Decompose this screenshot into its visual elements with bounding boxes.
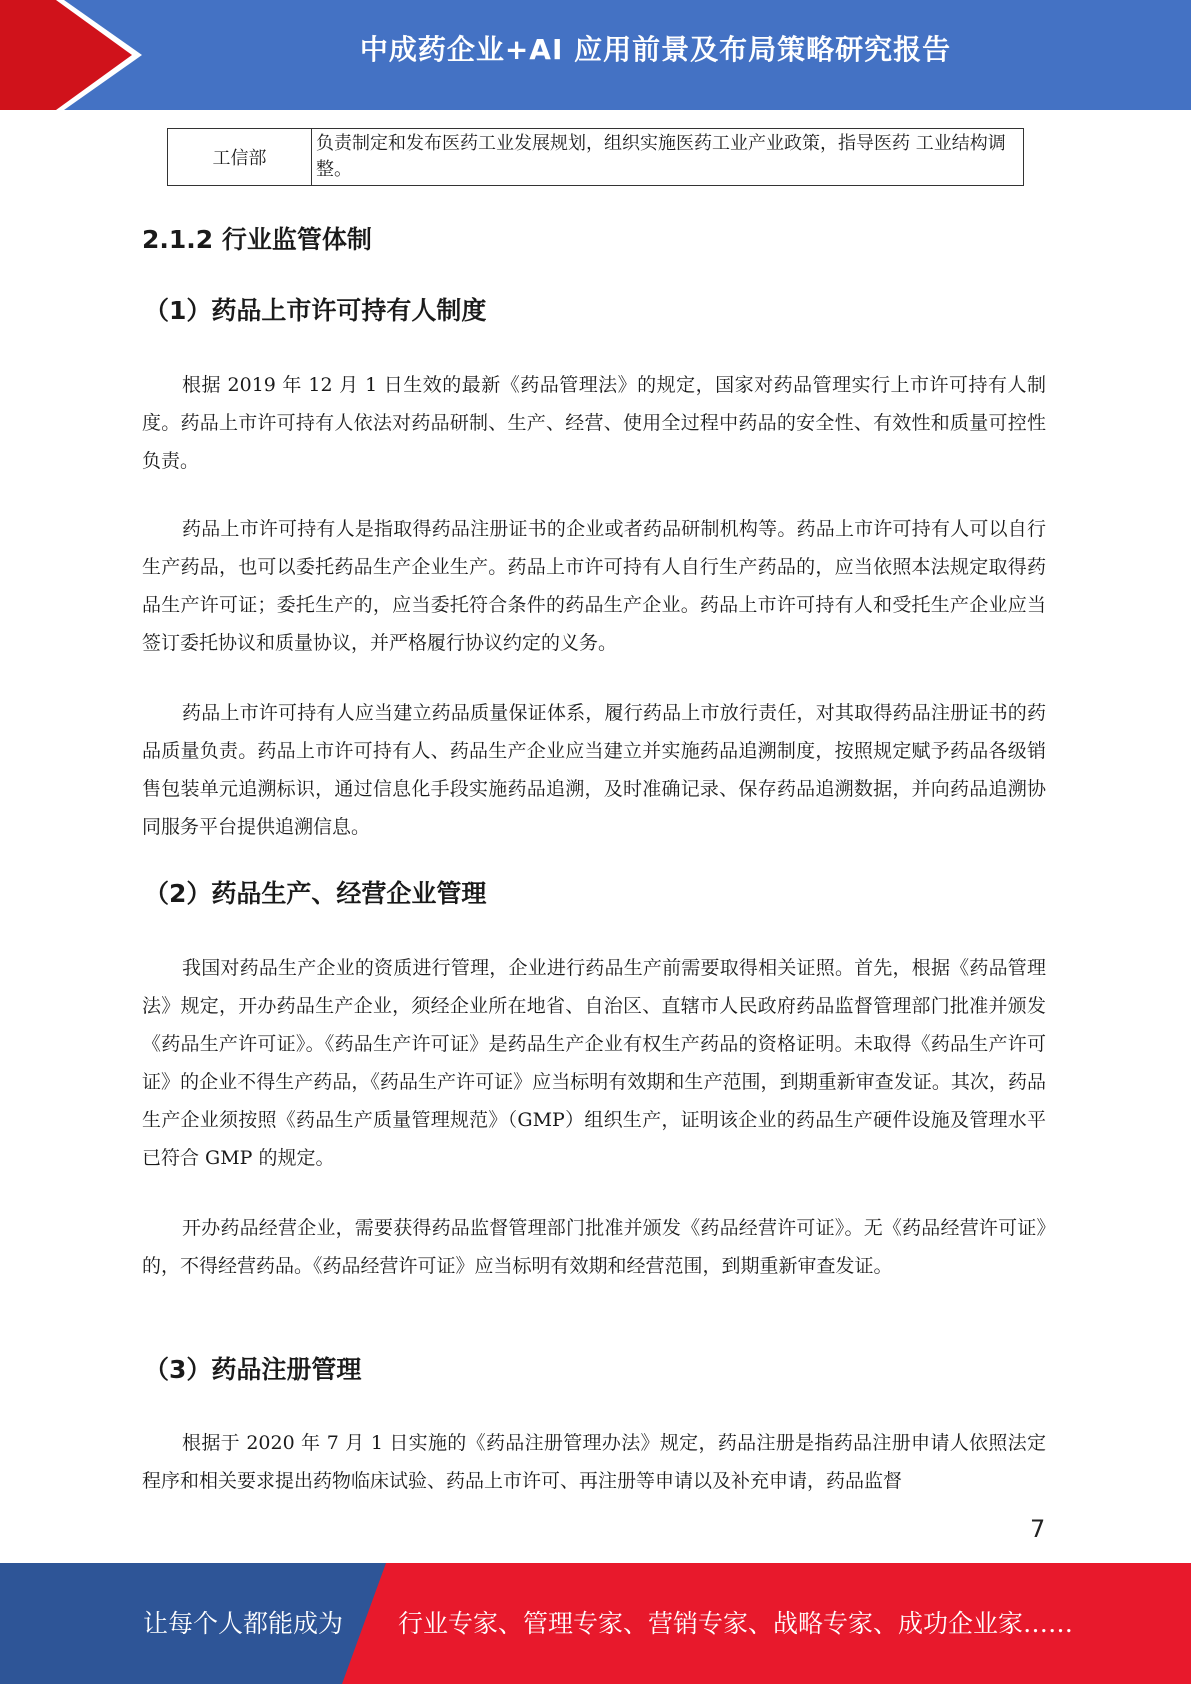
table-cell-dept: 工信部 [168,129,312,185]
header-bar [0,0,1191,110]
footer-slogan-right: 行业专家、管理专家、营销专家、战略专家、成功企业家…… [398,1609,1074,1638]
subsection-title-1: （1）药品上市许可持有人制度 [144,296,487,325]
table-cell-desc: 负责制定和发布医药工业发展规划，组织实施医药工业产业政策，指导医药 工业结构调整。 [316,133,1006,180]
page-number: 7 [1030,1515,1046,1543]
section-title: 2.1.2 行业监管体制 [142,225,372,254]
subsection-title-2: （2）药品生产、经营企业管理 [144,879,487,908]
footer-bar [0,1563,1191,1684]
footer-slogan-left: 让每个人都能成为 [143,1609,344,1638]
subsection-title-3: （3）药品注册管理 [144,1355,362,1384]
department-table [167,128,1024,186]
report-title: 中成药企业+AI 应用前景及布局策略研究报告 [359,33,952,66]
paragraph: 我国对药品生产企业的资质进行管理，企业进行药品生产前需要取得相关证照。首先，根据《药品管理法》规定，开办药品生产企业，须经企业所在地省、自治区、直辖市人民政府药品监督管理部门批准并颁发《药品生产许可证》。《药品生产许可证》是药品生产企业有权生产药品的资格证明。未取得《药品生产许可证》的企业不得生产药品，《药品生产许可证》应当标明有效期和生产范围，到期重新审查发证。其次，药品生产企业须按照《药品生产质量管理规范》（GMP）组织生产，证明该企业的药品生产硬件设施及管理水平已符合 GMP 的规定。 [142,957,1046,1169]
paragraph: 根据 2019 年 12 月 1 日生效的最新《药品管理法》的规定，国家对药品管理实行上市许可持有人制度。药品上市许可持有人依法对药品研制、生产、经营、使用全过程中药品的安全性、有效性和质量可控性负责。 [142,374,1046,472]
paragraph: 药品上市许可持有人是指取得药品注册证书的企业或者药品研制机构等。药品上市许可持有人可以自行生产药品，也可以委托药品生产企业生产。药品上市许可持有人自行生产药品的，应当依照本法规定取得药品生产许可证；委托生产的，应当委托符合条件的药品生产企业。药品上市许可持有人和受托生产企业应当签订委托协议和质量协议，并严格履行协议约定的义务。 [142,518,1046,654]
paragraph: 药品上市许可持有人应当建立药品质量保证体系，履行药品上市放行责任，对其取得药品注册证书的药品质量负责。药品上市许可持有人、药品生产企业应当建立并实施药品追溯制度，按照规定赋予药品各级销售包装单元追溯标识，通过信息化手段实施药品追溯，及时准确记录、保存药品追溯数据，并向药品追溯协同服务平台提供追溯信息。 [142,702,1046,838]
paragraph: 开办药品经营企业，需要获得药品监督管理部门批准并颁发《药品经营许可证》。无《药品经营许可证》的，不得经营药品。《药品经营许可证》应当标明有效期和经营范围，到期重新审查发证。 [142,1217,1046,1277]
paragraph: 根据于 2020 年 7 月 1 日实施的《药品注册管理办法》规定，药品注册是指药品注册申请人依照法定程序和相关要求提出药物临床试验、药品上市许可、再注册等申请以及补充申请，药品监督 [142,1432,1046,1492]
